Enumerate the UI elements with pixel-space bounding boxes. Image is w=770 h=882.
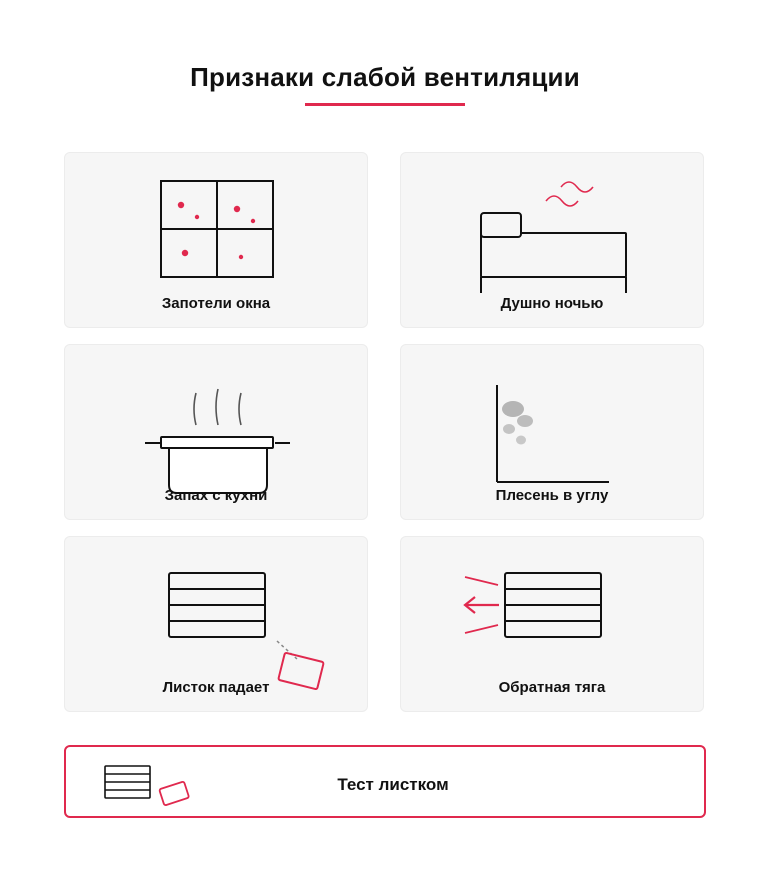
card-paper-falls (64, 536, 368, 712)
card-label-mold-corner: Плесень в углу (495, 487, 609, 504)
card-label-kitchen-smell: Запах с кухни (164, 487, 268, 504)
title-underline (305, 103, 465, 106)
card-kitchen-smell (64, 344, 368, 520)
card-label-stuffy-night: Душно ночью (500, 295, 604, 312)
card-foggy-windows (64, 152, 368, 328)
card-reverse-draft (400, 536, 704, 712)
card-mold-corner (400, 344, 704, 520)
page-title: Признаки слабой вентиляции (190, 62, 580, 92)
card-label-foggy-windows: Запотели окна (161, 295, 271, 312)
paper-test-box (64, 745, 706, 818)
card-stuffy-night (400, 152, 704, 328)
paper-test-label: Тест листком (337, 775, 449, 794)
card-label-paper-falls: Листок падает (162, 679, 270, 696)
card-label-reverse-draft: Обратная тяга (498, 679, 606, 696)
